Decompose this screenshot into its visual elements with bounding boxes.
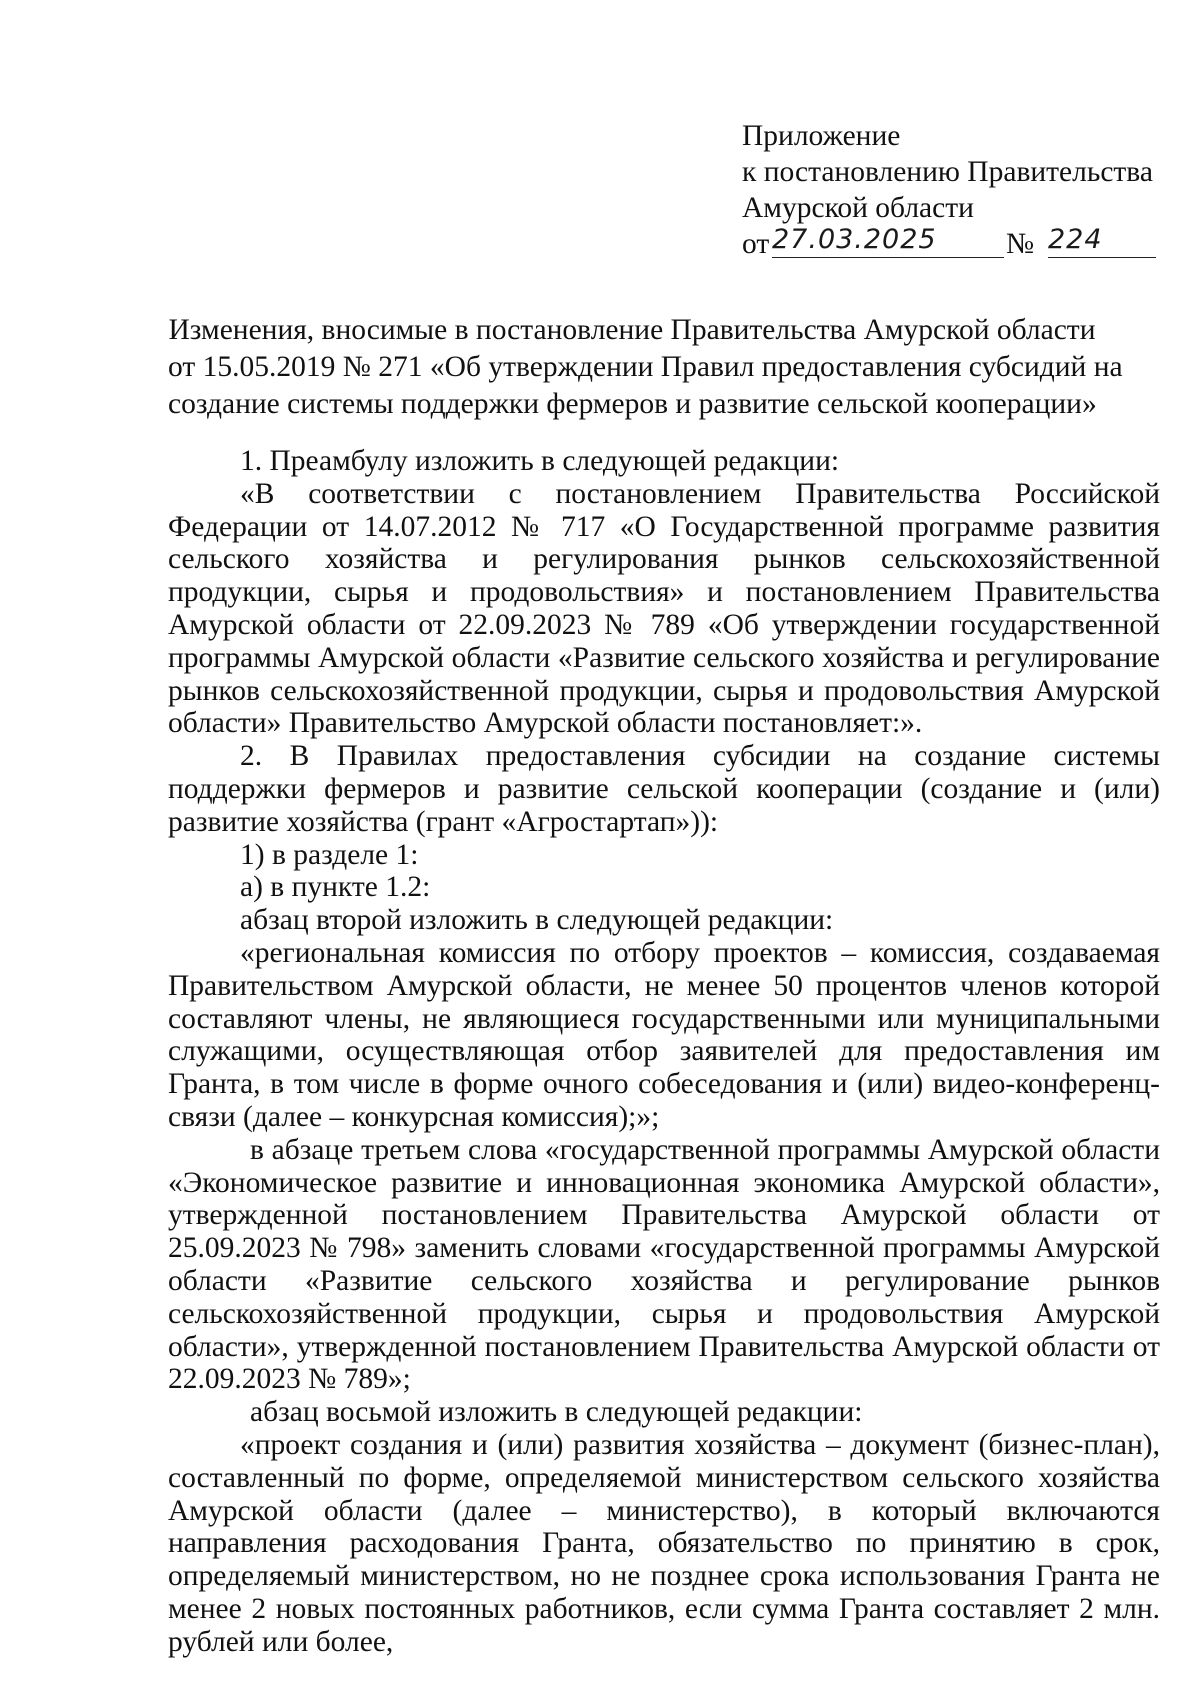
paragraph: «В соответствии с постановлением Правительства Российской Федерации от 14.07.2012 № 717 «О Государственной программе развития сельского хозяйства и регулирования рынков сельскохозяйственной продукции, сырья и продовольствия» и постановлением Правительства Амурской области от 22.09.2023 № 789 «Об утверждении государственной программы Амурской области «Развитие сельского хозяйства и регулирование рынков сельскохозяйственной продукции, сырья и продовольствия Амурской области» Правительство Амурской области постановляет:». [168, 477, 1160, 740]
paragraph: абзац восьмой изложить в следующей редакции: [250, 1396, 863, 1429]
document-body [168, 445, 1160, 1658]
paragraph: 2. В Правилах предоставления субсидии на создание системы поддержки фермеров и развитие сельской кооперации (создание и (или) развитие хозяйства (грант «Агростартап»)): [168, 740, 1160, 838]
appendix-date-number-line [742, 226, 1162, 262]
paragraph: в абзаце третьем слова «государственной программы Амурской области «Экономическое развитие и инновационная экономика Амурской области», утвержденной постановлением Правительства Амурской области от 25.09.2023 № 798» заменить словами «государственной программы Амурской области «Развитие сельского хозяйства и регулирование рынков сельскохозяйственной продукции, сырья и продовольствия Амурской области», утвержденной постановлением Правительства Амурской области от 22.09.2023 № 789»; [168, 1133, 1160, 1396]
title-line-1: Изменения, вносимые в постановление Правительства Амурской области [168, 314, 1096, 346]
paragraph: абзац второй изложить в следующей редакции: [240, 904, 834, 937]
handwritten-date: 27.03.2025 [772, 223, 1004, 258]
number-prefix: № [1006, 228, 1035, 260]
appendix-block [742, 118, 1162, 262]
appendix-reference: к постановлению Правительства [742, 156, 1153, 188]
title-line-2: от 15.05.2019 № 271 «Об утверждении Правил предоставления субсидий на [168, 351, 1123, 383]
paragraph: «проект создания и (или) развития хозяйства – документ (бизнес-план), составленный по форме, определяемой министерством сельского хозяйства Амурской области (далее – министерство), в который включаются направления расходования Гранта, обязательство по принятию в срок, определяемый министерством, но не позднее срока использования Гранта не менее 2 новых постоянных работников, если сумма Гранта составляет 2 млн. рублей или более, [168, 1428, 1160, 1658]
appendix-region: Амурской области [742, 192, 974, 224]
paragraph: «региональная комиссия по отбору проектов – комиссия, создаваемая Правительством Амурской области, не менее 50 процентов членов которой составляют члены, не являющиеся государственными или муниципальными служащими, осуществляющая отбор заявителей для предоставления им Гранта, в том числе в форме очного собеседования и (или) видео-конференц-связи (далее – конкурсная комиссия);»; [168, 936, 1160, 1133]
paragraph: а) в пункте 1.2: [240, 871, 431, 904]
paragraph: 1) в разделе 1: [240, 838, 419, 871]
document-title [168, 312, 1123, 423]
appendix-label: Приложение [742, 120, 901, 152]
title-line-3: создание системы поддержки фермеров и развитие сельской кооперации» [168, 388, 1097, 420]
paragraph: 1. Преамбулу изложить в следующей редакции: [240, 445, 840, 477]
handwritten-number: 224 [1048, 223, 1156, 258]
date-prefix: от [742, 228, 770, 260]
